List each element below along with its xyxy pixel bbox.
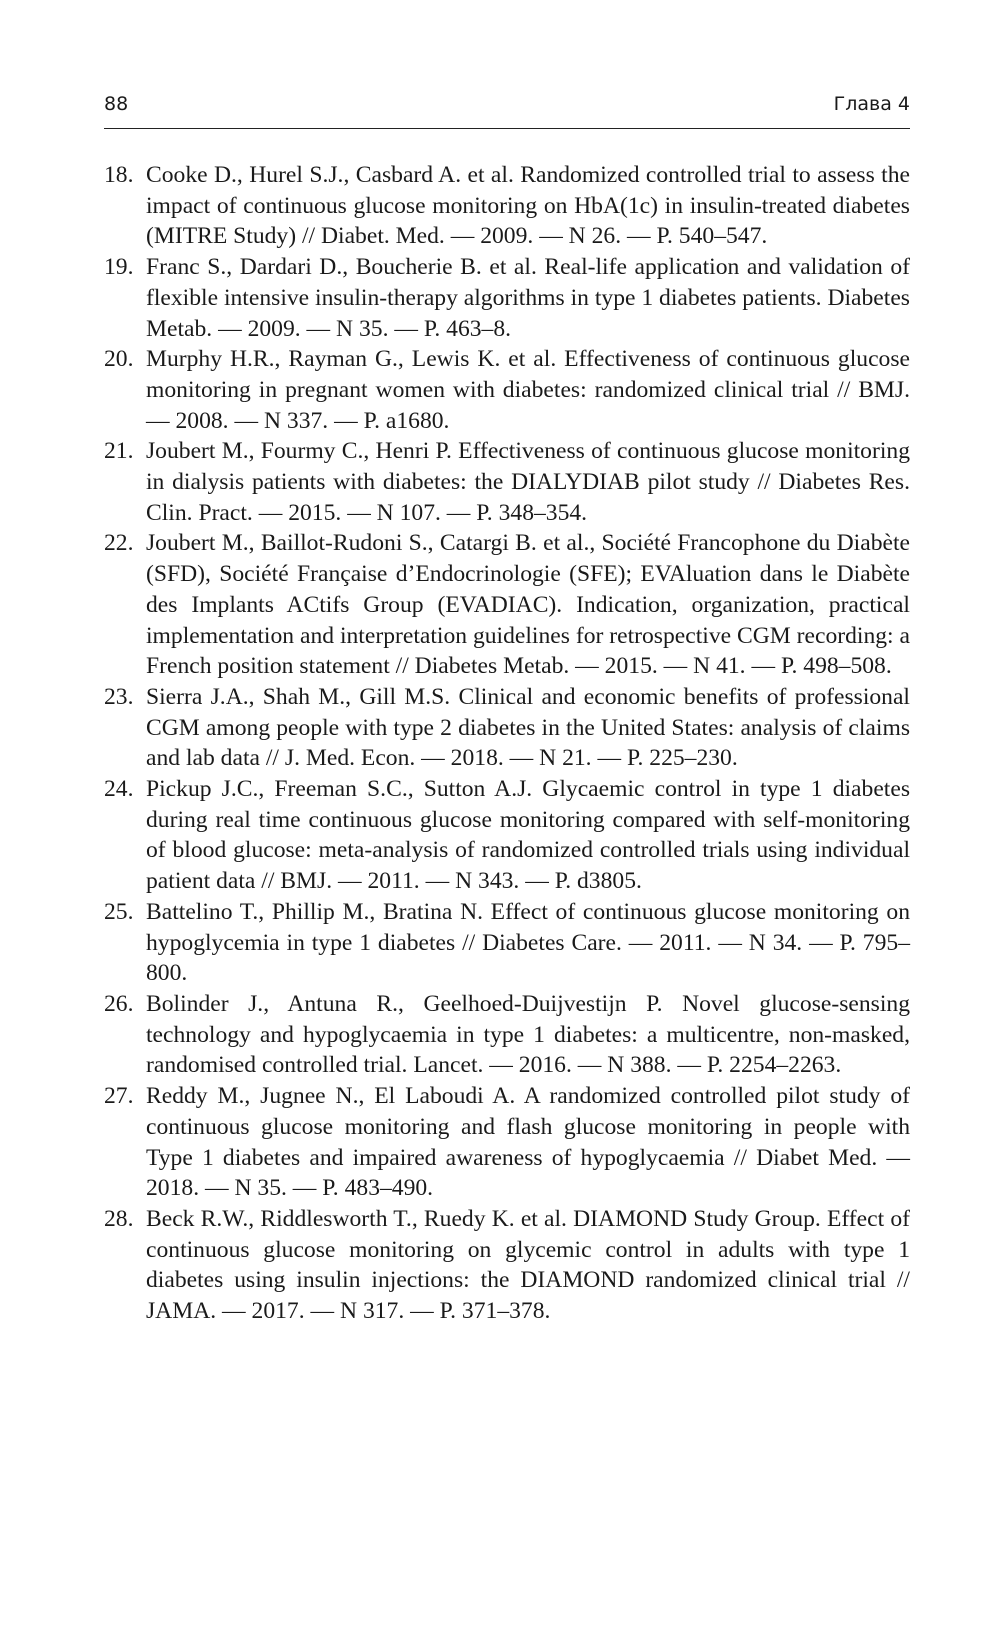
reference-28 [104,1204,910,1327]
reference-25 [104,897,910,989]
reference-number: 27. [104,1083,134,1110]
reference-26 [104,989,910,1081]
page-number: 88 [104,93,129,115]
reference-number: 19. [104,254,134,281]
reference-number: 21. [104,438,134,465]
reference-text: Battelino T., Phillip M., Bratina N. Effect of continuous glucose monitoring on hypoglycemia in type 1 diabetes // Diabetes Care. — 2011. — N 34. — P. 795–800. [146,898,910,987]
reference-text: Joubert M., Baillot-Rudoni S., Catargi B. et al., Société Francophone du Diabète (SFD), Société Française d’Endocrinologie (SFE); EVAluation dans le Diabète des Implants ACtifs Group (EVADIAC). Indication, organization, practical implementation and interpretation guidelines for retrospective CGM recording: a French position statement // Diabetes Metab. — 2015. — N 41. — P. 498–508. [146,530,910,680]
reference-text: Beck R.W., Riddlesworth T., Ruedy K. et al. DIAMOND Study Group. Effect of continuous glucose monitoring on glycemic control in adults with type 1 diabetes using insulin injections: the DIAMOND randomized clinical trial // JAMA. — 2017. — N 317. — P. 371–378. [146,1205,910,1325]
reference-text: Joubert M., Fourmy C., Henri P. Effectiveness of continuous glucose monitoring in dialysis patients with diabetes: the DIALYDIAB pilot study // Diabetes Res. Clin. Pract. — 2015. — N 107. — P. 348–354. [146,438,910,526]
reference-18 [104,160,910,252]
reference-number: 25. [104,898,134,925]
reference-text: Pickup J.C., Freeman S.C., Sutton A.J. Glycaemic control in type 1 diabetes during real time continuous glucose monitoring compared with self-monitoring of blood glucose: meta-analysis of randomized controlled trials using individual patient data // BMJ. — 2011. — N 343. — P. d3805. [146,776,910,895]
reference-list [104,160,910,1327]
reference-text: Sierra J.A., Shah M., Gill M.S. Clinical and economic benefits of professional CGM among people with type 2 diabetes in the United States: analysis of claims and lab data // J. Med. Econ. — 2018. — N 21. — P. 225–230. [146,683,910,772]
chapter-label: Глава 4 [833,93,910,115]
reference-number: 24. [104,776,134,803]
reference-text: Reddy M., Jugnee N., El Laboudi A. A randomized controlled pilot study of continuous glucose monitoring and flash glucose monitoring in people with Type 1 diabetes and impaired awareness of hypoglycaemia // Diabet Med. — 2018. — N 35. — P. 483–490. [146,1083,910,1202]
reference-number: 20. [104,346,134,373]
reference-number: 22. [104,530,134,557]
reference-text: Franc S., Dardari D., Boucherie B. et al. Real-life application and validation of flexible intensive insulin-therapy algorithms in type 1 diabetes patients. Diabetes Metab. — 2009. — N 35. — P. 463–8. [146,254,910,342]
reference-number: 18. [104,162,134,188]
reference-23 [104,682,910,774]
reference-number: 23. [104,683,134,710]
reference-20 [104,344,910,436]
reference-text: Murphy H.R., Rayman G., Lewis K. et al. Effectiveness of continuous glucose monitoring in pregnant women with diabetes: randomized clinical trial // BMJ. — 2008. — N 337. — P. a1680. [146,346,910,434]
running-header [104,88,910,129]
reference-27 [104,1081,910,1204]
reference-19 [104,252,910,344]
reference-text: Cooke D., Hurel S.J., Casbard A. et al. Randomized controlled trial to assess the impact of continuous glucose monitoring on HbA(1c) in insulin-treated diabetes (MITRE Study) // Diabet. Med. — 2009. — N 26. — P. 540–547. [146,162,910,250]
reference-24 [104,774,910,897]
reference-number: 28. [104,1205,134,1232]
reference-number: 26. [104,990,134,1017]
reference-22 [104,528,910,682]
reference-21 [104,436,910,528]
reference-text: Bolinder J., Antuna R., Geelhoed-Duijvestijn P. Novel glucose-sensing technology and hypoglycaemia in type 1 diabetes: a multicentre, non-masked, randomised controlled trial. Lancet. — 2016. — N 388. — P. 2254–2263. [146,990,910,1079]
